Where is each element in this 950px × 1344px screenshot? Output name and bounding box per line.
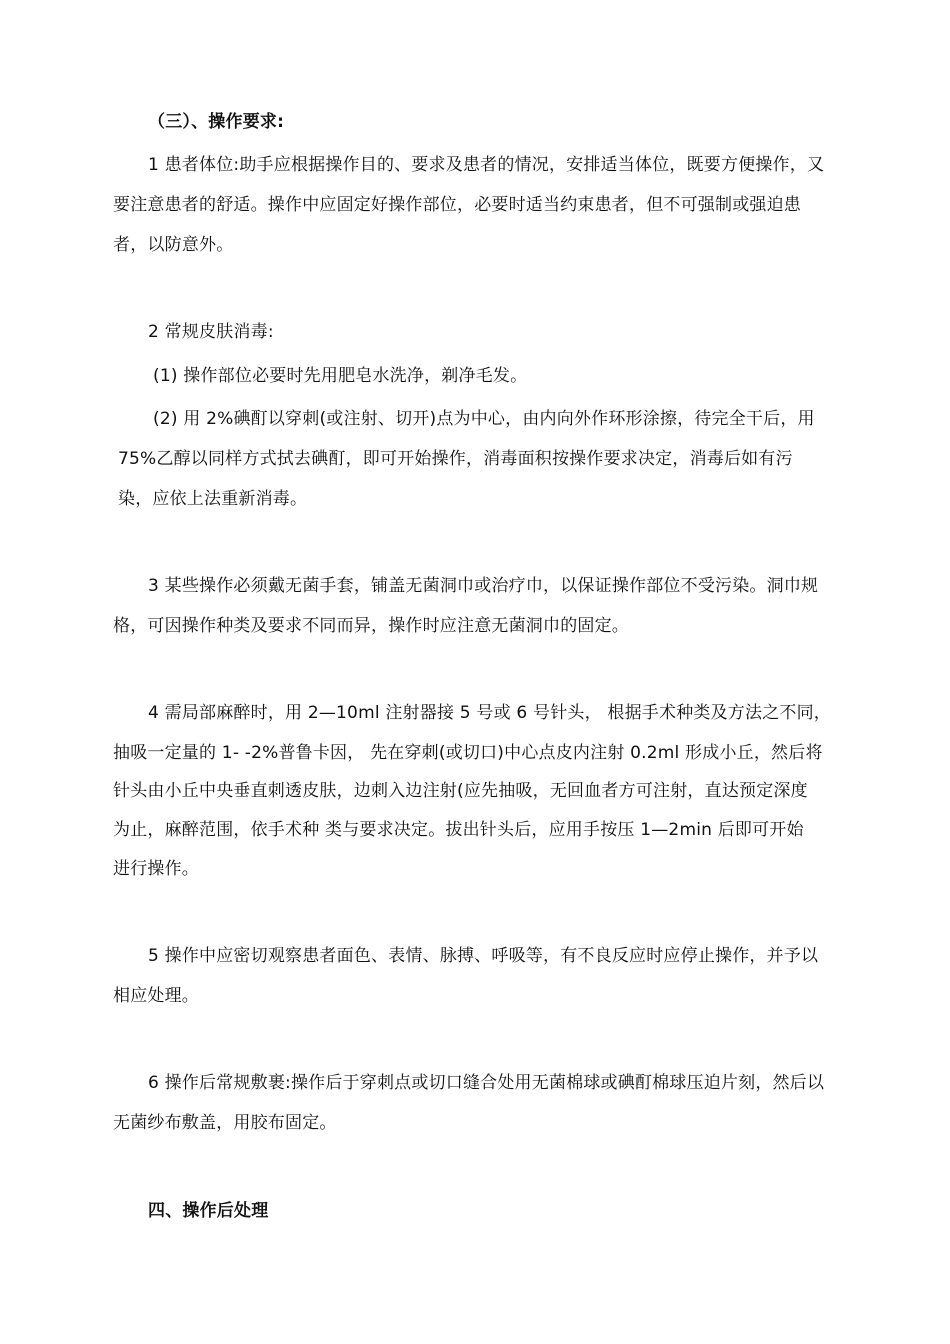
section-heading-operation-requirements: （三）、操作要求: [148,112,285,132]
item2-sub1: (1) 操作部位必要时先用肥皂水洗净，剃净毛发。 [153,366,528,386]
item3-line2: 格，可因操作种类及要求不同而异，操作时应注意无菌洞巾的固定。 [113,616,629,636]
item2-sub2-line3: 染，应依上法重新消毒。 [118,489,308,509]
item6-line1: 6 操作后常规敷裹:操作后于穿刺点或切口缝合处用无菌棉球或碘酊棉球压迫片刻，然后以 [148,1073,825,1093]
item1-line2: 要注意患者的舒适。操作中应固定好操作部位，必要时适当约束患者，但不可强制或强迫患 [113,195,801,215]
item2-sub2-line2: 75%乙醇以同样方式拭去碘酊，即可开始操作，消毒面积按操作要求决定，消毒后如有污 [118,449,793,469]
item1-line3: 者，以防意外。 [113,235,234,255]
item5-line2: 相应处理。 [113,986,199,1006]
item1-line1: 1 患者体位:助手应根据操作目的、要求及患者的情况，安排适当体位，既要方便操作，又 [148,155,825,175]
item2-title: 2 常规皮肤消毒: [148,322,274,342]
section-heading-post-operation: 四、操作后处理 [148,1201,269,1221]
item4-line1: 4 需局部麻醉时，用 2—10ml 注射器接 5 号或 6 号针头， 根据手术种类及方法之不同， [148,703,832,723]
item4-line4: 为止，麻醉范围，依手术种 类与要求决定。拔出针头后，应用手按压 1—2min 后即可开始 [113,820,804,840]
item2-sub2-line1: (2) 用 2%碘酊以穿刺(或注射、切开)点为中心，由内向外作环形涂擦，待完全干后，用 [153,409,815,429]
item4-line3: 针头由小丘中央垂直刺透皮肤，边刺入边注射(应先抽吸，无回血者方可注射，直达预定深度 [113,781,808,801]
item3-line1: 3 某些操作必须戴无菌手套，铺盖无菌洞巾或治疗巾，以保证操作部位不受污染。洞巾规 [148,576,819,596]
item4-line2: 抽吸一定量的 1- -2%普鲁卡因， 先在穿刺(或切口)中心点皮内注射 0.2ml 形成小丘，然后将 [113,743,823,763]
item5-line1: 5 操作中应密切观察患者面色、表情、脉搏、呼吸等，有不良反应时应停止操作，并予以 [148,946,819,966]
item4-line5: 进行操作。 [113,859,199,879]
item6-line2: 无菌纱布敷盖，用胶布固定。 [113,1113,337,1133]
